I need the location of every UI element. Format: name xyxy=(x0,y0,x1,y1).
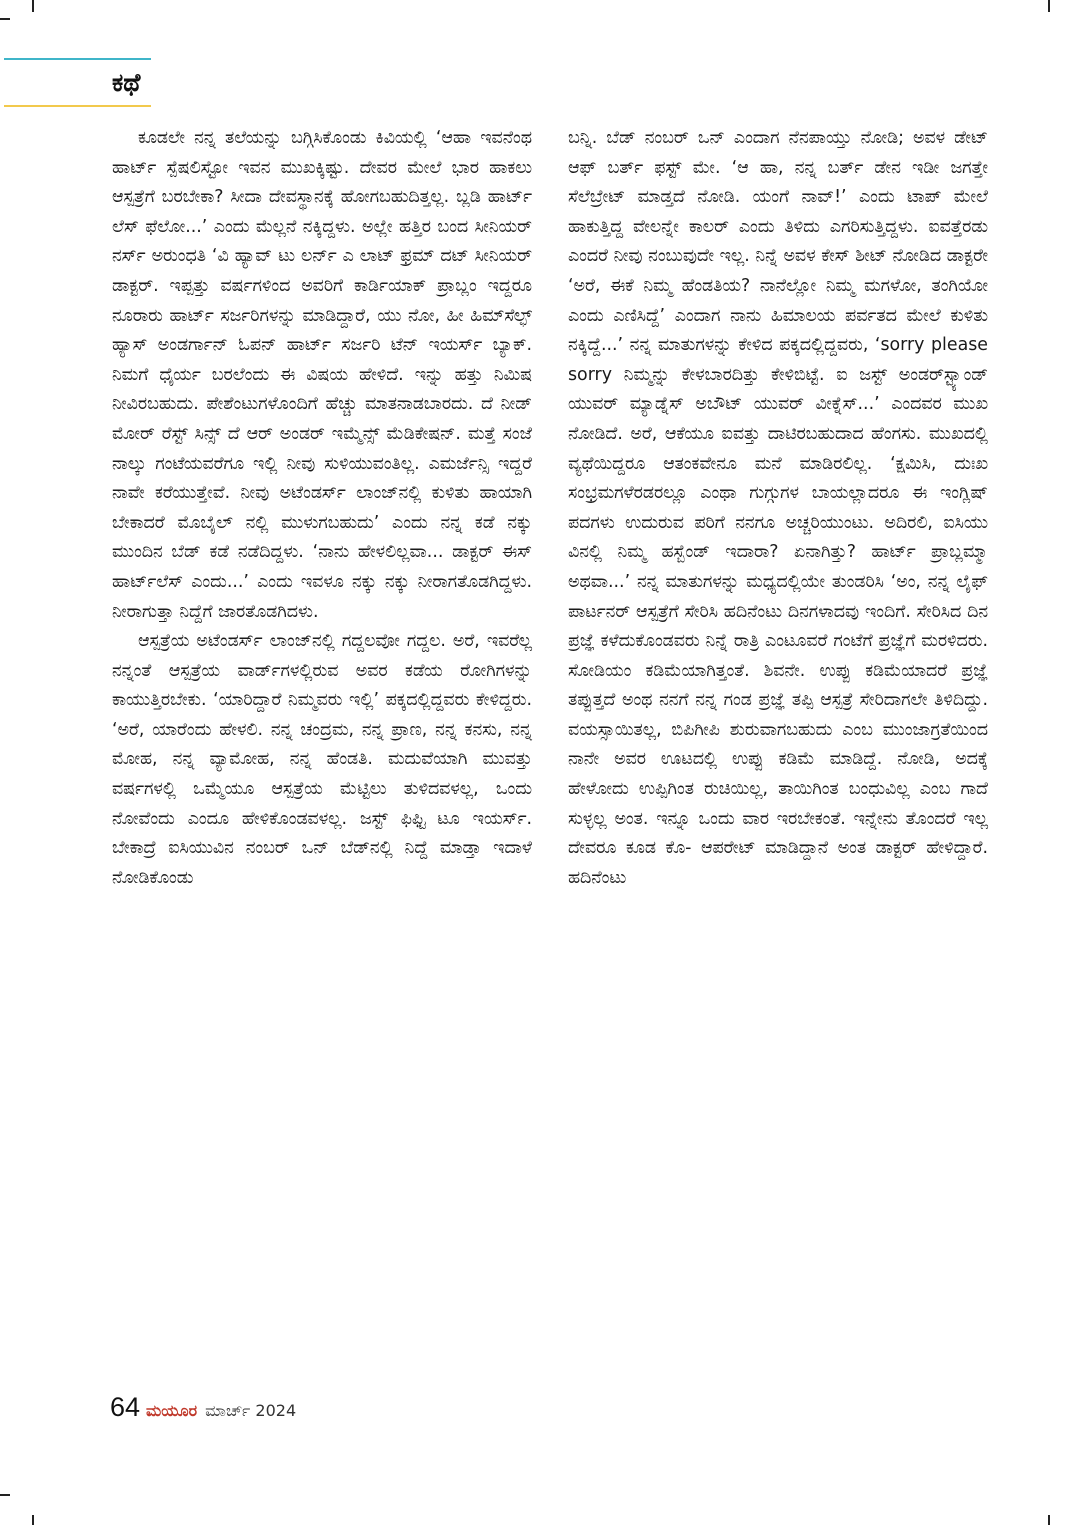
article-column-right xyxy=(568,124,988,893)
section-rule-top xyxy=(4,58,151,60)
page-number: 64 xyxy=(110,1392,141,1422)
section-header xyxy=(4,58,151,108)
issue-date: ಮಾರ್ಚ್ 2024 xyxy=(205,1401,297,1420)
section-rule-bottom xyxy=(4,105,151,107)
article-paragraph: ಬನ್ನಿ. ಬೆಡ್ ನಂಬರ್ ಒನ್ ಎಂದಾಗ ನೆನಪಾಯ್ತು ನೋಡಿ; ಅವಳ ಡೇಟ್ ಆಫ್ ಬರ್ತ್ ಫಸ್ಟ್ ಮೇ. ‘ಆ ಹಾ, ನನ್ನ ಬರ್ತ್ ಡೇನ ಇಡೀ ಜಗತ್ತೇ ಸೆಲೆಬ್ರೇಟ್ ಮಾಡ್ತದೆ ನೋಡಿ. ಯಂಗೆ ನಾವ್!’ ಎಂದು ಟಾಪ್ ಮೇಲೆ ಹಾಕುತ್ತಿದ್ದ ವೇಲನ್ನೇ ಕಾಲರ್ ಎಂದು ತಿಳಿದು ಎಗರಿಸುತ್ತಿದ್ದಳು. ಐವತ್ತೆರಡು ಎಂದರೆ ನೀವು ನಂಬುವುದೇ ಇಲ್ಲ. ನಿನ್ನೆ ಅವಳ ಕೇಸ್ ಶೀಟ್ ನೋಡಿದ ಡಾಕ್ಟರೇ ‘ಅರೆ, ಈಕೆ ನಿಮ್ಮ ಹೆಂಡತಿಯ? ನಾನೆಲ್ಲೋ ನಿಮ್ಮ ಮಗಳೋ, ತಂಗಿಯೋ ಎಂದು ಎಣಿಸಿದ್ದೆ’ ಎಂದಾಗ ನಾನು ಹಿಮಾಲಯ ಪರ್ವತದ ಮೇಲೆ ಕುಳಿತು ನಕ್ಕಿದ್ದೆ...’ ನನ್ನ ಮಾತುಗಳನ್ನು ಕೇಳಿದ ಪಕ್ಕದಲ್ಲಿದ್ದವರು, ‘sorry please sorry ನಿಮ್ಮನ್ನು ಕೇಳಬಾರದಿತ್ತು ಕೇಳಿಬಿಟ್ಟೆ. ಐ ಜಸ್ಟ್ ಅಂಡರ್‌ಸ್ಟ್ಯಾಂಡ್ ಯುವರ್ ಮ್ಯಾಡ್ನೆಸ್ ಅಬೌಟ್ ಯುವರ್ ವೀಕ್ನೆಸ್...’ ಎಂದವರ ಮುಖ ನೋಡಿದೆ. ಅರೆ, ಆಕೆಯೂ ಐವತ್ತು ದಾಟಿರಬಹುದಾದ ಹೆಂಗಸು. ಮುಖದಲ್ಲಿ ವ್ಯಥೆಯಿದ್ದರೂ ಆತಂಕವೇನೂ ಮನೆ ಮಾಡಿರಲಿಲ್ಲ. ‘ಕ್ಷಮಿಸಿ, ದುಃಖ ಸಂಭ್ರಮಗಳೆರಡರಲ್ಲೂ ಎಂಥಾ ಗುಗ್ಗುಗಳ ಬಾಯಲ್ಲಾದರೂ ಈ ಇಂಗ್ಲಿಷ್ ಪದಗಳು ಉದುರುವ ಪರಿಗೆ ನನಗೂ ಅಚ್ಚರಿಯುಂಟು. ಅದಿರಲಿ, ಐಸಿಯು ವಿನಲ್ಲಿ ನಿಮ್ಮ ಹಸ್ಬೆಂಡ್ ಇದಾರಾ? ಏನಾಗಿತ್ತು? ಹಾರ್ಟ್ ಪ್ರಾಬ್ಲಮ್ಮಾ ಅಥವಾ...’ ನನ್ನ ಮಾತುಗಳನ್ನು ಮಧ್ಯದಲ್ಲಿಯೇ ತುಂಡರಿಸಿ ‘ಅಂ, ನನ್ನ ಲೈಫ್ ಪಾರ್ಟನರ್ ಆಸ್ಪತ್ರೆಗೆ ಸೇರಿಸಿ ಹದಿನೆಂಟು ದಿನಗಳಾದವು ಇಂದಿಗೆ. ಸೇರಿಸಿದ ದಿನ ಪ್ರಜ್ಞೆ ಕಳೆದುಕೊಂಡವರು ನಿನ್ನೆ ರಾತ್ರಿ ಎಂಟೂವರೆ ಗಂಟೆಗೆ ಪ್ರಜ್ಞೆಗೆ ಮರಳಿದರು. ಸೋಡಿಯಂ ಕಡಿಮೆಯಾಗಿತ್ತಂತೆ. ಶಿವನೇ. ಉಪ್ಪು ಕಡಿಮೆಯಾದರೆ ಪ್ರಜ್ಞೆ ತಪ್ಪುತ್ತದೆ ಅಂಥ ನನಗೆ ನನ್ನ ಗಂಡ ಪ್ರಜ್ಞೆ ತಪ್ಪಿ ಆಸ್ಪತ್ರೆ ಸೇರಿದಾಗಲೇ ತಿಳಿದಿದ್ದು. ವಯಸ್ಸಾಯಿತಲ್ಲ, ಬಿಪಿಗೀಪಿ ಶುರುವಾಗಬಹುದು ಎಂಬ ಮುಂಜಾಗ್ರತೆಯಿಂದ ನಾನೇ ಅವರ ಊಟದಲ್ಲಿ ಉಪ್ಪು ಕಡಿಮೆ ಮಾಡಿದ್ದೆ. ನೋಡಿ, ಅದಕ್ಕೆ ಹೇಳೋದು ಉಪ್ಪಿಗಿಂತ ರುಚಿಯಿಲ್ಲ, ತಾಯಿಗಿಂತ ಬಂಧುವಿಲ್ಲ ಎಂಬ ಗಾದೆ ಸುಳ್ಳಲ್ಲ ಅಂತ. ಇನ್ನೂ ಒಂದು ವಾರ ಇರಬೇಕಂತೆ. ಇನ್ನೇನು ತೊಂದರೆ ಇಲ್ಲ ದೇವರೂ ಕೂಡ ಕೊ- ಆಪರೇಟ್ ಮಾಡಿದ್ದಾನೆ ಅಂತ ಡಾಕ್ಟರ್ ಹೇಳಿದ್ದಾರೆ. ಹದಿನೆಂಟು xyxy=(568,128,988,888)
section-title: ಕಥೆ xyxy=(112,68,141,97)
article-column-left xyxy=(112,124,532,893)
crop-mark xyxy=(32,0,34,12)
crop-mark xyxy=(32,1515,34,1525)
article-paragraph: ಕೂಡಲೇ ನನ್ನ ತಲೆಯನ್ನು ಬಗ್ಗಿಸಿಕೊಂಡು ಕಿವಿಯಲ್ಲಿ ‘ಆಹಾ ಇವನೆಂಥ ಹಾರ್ಟ್ ಸ್ಪೆಷಲಿಸ್ಟೋ ಇವನ ಮುಖಕ್ಕಿಷ್ಟು. ದೇವರ ಮೇಲೆ ಭಾರ ಹಾಕಲು ಆಸ್ಪತ್ರೆಗೆ ಬರಬೇಕಾ? ಸೀದಾ ದೇವಸ್ಥಾನಕ್ಕೆ ಹೋಗಬಹುದಿತ್ತಲ್ಲ. ಬ್ಲಡಿ ಹಾರ್ಟ್ ಲೆಸ್ ಫೆಲೋ...’ ಎಂದು ಮೆಲ್ಲನೆ ನಕ್ಕಿದ್ದಳು. ಅಲ್ಲೇ ಹತ್ತಿರ ಬಂದ ಸೀನಿಯರ್ ನರ್ಸ್ ಅರುಂಧತಿ ‘ವಿ ಹ್ಯಾವ್ ಟು ಲರ್ನ್ ಎ ಲಾಟ್ ಫ್ರಮ್ ದಟ್ ಸೀನಿಯರ್ ಡಾಕ್ಟರ್. ಇಪ್ಪತ್ತು ವರ್ಷಗಳಿಂದ ಅವರಿಗೆ ಕಾರ್ಡಿಯಾಕ್ ಪ್ರಾಬ್ಲಂ ಇದ್ದರೂ ನೂರಾರು ಹಾರ್ಟ್ ಸರ್ಜರಿಗಳನ್ನು ಮಾಡಿದ್ದಾರೆ, ಯು ನೋ, ಹೀ ಹಿಮ್‌ಸೆಲ್ಫ್ ಹ್ಯಾಸ್ ಅಂಡರ್ಗಾನ್ ಓಪನ್ ಹಾರ್ಟ್ ಸರ್ಜರಿ ಟೆನ್ ಇಯರ್ಸ್ ಬ್ಯಾಕ್. ನಿಮಗೆ ಧೈರ್ಯ ಬರಲೆಂದು ಈ ವಿಷಯ ಹೇಳಿದೆ. ಇನ್ನು ಹತ್ತು ನಿಮಿಷ ನೀವಿರಬಹುದು. ಪೇಶೆಂಟುಗಳೊಂದಿಗೆ ಹೆಚ್ಚು ಮಾತನಾಡಬಾರದು. ದೆ ನೀಡ್ ಮೋರ್ ರೆಸ್ಟ್ ಸಿನ್ಸ್ ದೆ ಆರ್ ಅಂಡರ್ ಇಮ್ಮೆನ್ಸ್ ಮೆಡಿಕೇಷನ್. ಮತ್ತೆ ಸಂಜೆ ನಾಲ್ಕು ಗಂಟೆಯವರೆಗೂ ಇಲ್ಲಿ ನೀವು ಸುಳಿಯುವಂತಿಲ್ಲ. ಎಮರ್ಜೆನ್ಸಿ ಇದ್ದರೆ ನಾವೇ ಕರೆಯುತ್ತೇವೆ. ನೀವು ಅಟೆಂಡರ್ಸ್ ಲಾಂಜ್‌ನಲ್ಲಿ ಕುಳಿತು ಹಾಯಾಗಿ ಬೇಕಾದರೆ ಮೊಬೈಲ್ ನಲ್ಲಿ ಮುಳುಗಬಹುದು’ ಎಂದು ನನ್ನ ಕಡೆ ನಕ್ಕು ಮುಂದಿನ ಬೆಡ್ ಕಡೆ ನಡೆದಿದ್ದಳು. ‘ನಾನು ಹೇಳಲಿಲ್ಲವಾ... ಡಾಕ್ಟರ್ ಈಸ್ ಹಾರ್ಟ್‌ಲೆಸ್ ಎಂದು...’ ಎಂದು ಇವಳೂ ನಕ್ಕು ನಕ್ಕು ನೀರಾಗತೊಡಗಿದ್ದಳು. ನೀರಾಗುತ್ತಾ ನಿದ್ದೆಗೆ ಜಾರತೊಡಗಿದಳು. xyxy=(112,128,532,622)
crop-mark xyxy=(1048,0,1050,12)
crop-mark xyxy=(1048,1515,1050,1525)
crop-mark xyxy=(0,1494,10,1496)
article-paragraph: ಆಸ್ಪತ್ರೆಯ ಅಟೆಂಡರ್ಸ್ ಲಾಂಜ್‌ನಲ್ಲಿ ಗದ್ದಲವೋ ಗದ್ದಲ. ಅರೆ, ಇವರೆಲ್ಲ ನನ್ನಂತೆ ಆಸ್ಪತ್ರೆಯ ವಾರ್ಡ್‌ಗಳಲ್ಲಿರುವ ಅವರ ಕಡೆಯ ರೋಗಿಗಳನ್ನು ಕಾಯುತ್ತಿರಬೇಕು. ‘ಯಾರಿದ್ದಾರೆ ನಿಮ್ಮವರು ಇಲ್ಲಿ’ ಪಕ್ಕದಲ್ಲಿದ್ದವರು ಕೇಳಿದ್ದರು. ‘ಅರೆ, ಯಾರೆಂದು ಹೇಳಲಿ. ನನ್ನ ಚಂದ್ರಮ, ನನ್ನ ಪ್ರಾಣ, ನನ್ನ ಕನಸು, ನನ್ನ ಮೋಹ, ನನ್ನ ವ್ಯಾಮೋಹ, ನನ್ನ ಹೆಂಡತಿ. ಮದುವೆಯಾಗಿ ಮುವತ್ತು ವರ್ಷಗಳಲ್ಲಿ ಒಮ್ಮೆಯೂ ಆಸ್ಪತ್ರೆಯ ಮೆಟ್ಟಿಲು ತುಳಿದವಳಲ್ಲ, ಒಂದು ನೋವೆಂದು ಎಂದೂ ಹೇಳಿಕೊಂಡವಳಲ್ಲ. ಜಸ್ಟ್ ಫಿಫ್ಟಿ ಟೂ ಇಯರ್ಸ್. ಬೇಕಾದ್ರೆ ಐಸಿಯುವಿನ ನಂಬರ್ ಒನ್ ಬೆಡ್‌ನಲ್ಲಿ ನಿದ್ದೆ ಮಾಡ್ತಾ ಇದಾಳೆ ನೋಡಿಕೊಂಡು xyxy=(112,631,532,888)
crop-mark xyxy=(0,18,10,20)
page-footer xyxy=(110,1392,296,1426)
magazine-logo: ಮಯೂರ xyxy=(146,1401,198,1420)
